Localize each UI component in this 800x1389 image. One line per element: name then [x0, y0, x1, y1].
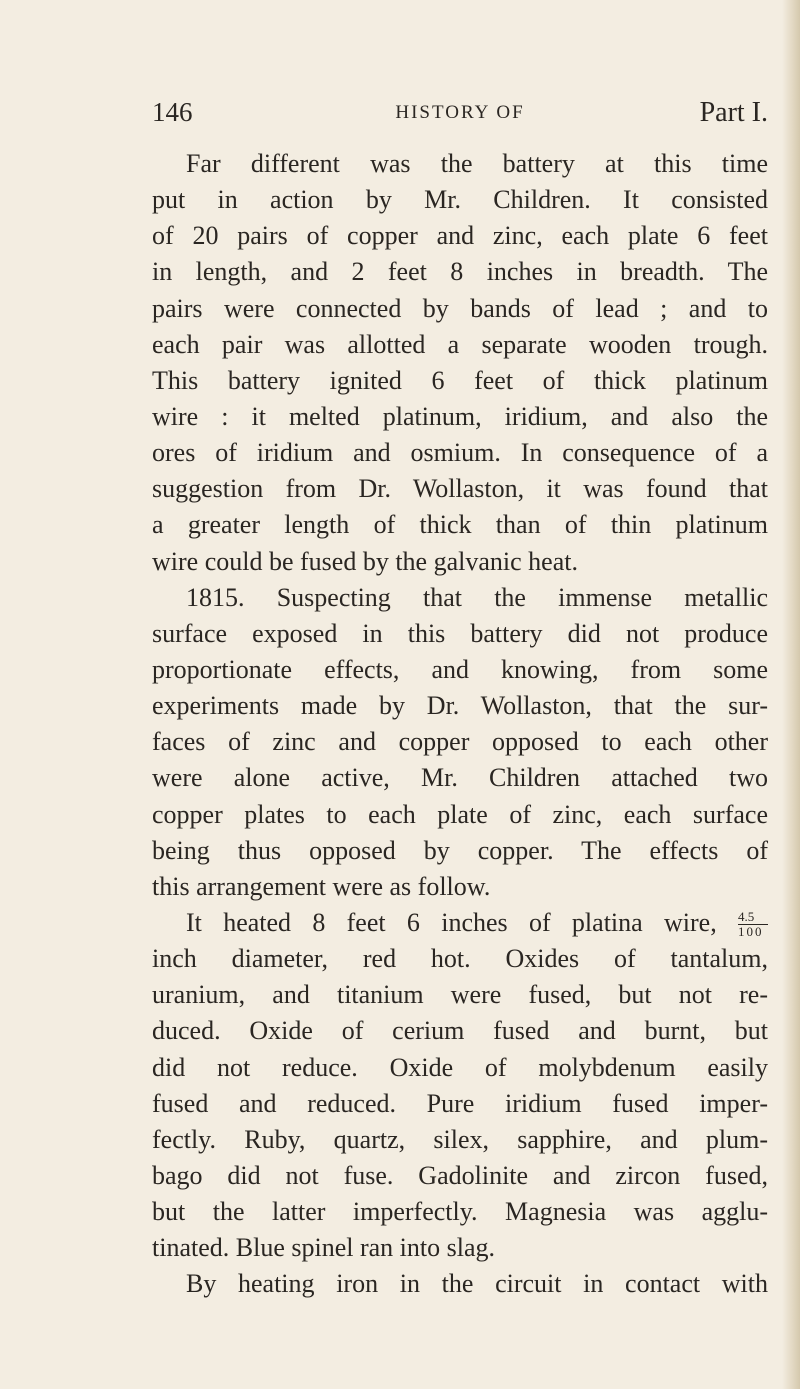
- page-edge-shadow: [782, 0, 800, 1389]
- text-line: This battery ignited 6 feet of thick platinum: [152, 365, 768, 395]
- text-line: wire : it melted platinum, iridium, and also the: [152, 401, 768, 431]
- text-line: Far different was the battery at this time: [186, 149, 768, 178]
- text-line: duced. Oxide of cerium fused and burnt, but: [152, 1016, 768, 1046]
- text-line: surface exposed in this battery did not produce: [152, 618, 768, 648]
- text-line: being thus opposed by copper. The effects of: [152, 835, 768, 865]
- text-line: 1815. Suspecting that the immense metallic: [186, 582, 768, 612]
- page-number: 146: [152, 97, 193, 127]
- text-line: inch diameter, red hot. Oxides of tantalum,: [152, 944, 768, 974]
- text-line-with-fraction: [152, 905, 768, 941]
- text-line: By heating iron in the circuit in contact with: [186, 1269, 768, 1299]
- text-line: wire could be fused by the galvanic heat.: [152, 546, 578, 576]
- text-line: experiments made by Dr. Wollaston, that the sur-: [152, 691, 768, 721]
- text-line: ores of iridium and osmium. In consequence of a: [152, 438, 768, 468]
- text-line: did not reduce. Oxide of molybdenum easily: [152, 1052, 768, 1082]
- part-label: Part I.: [699, 97, 768, 128]
- fraction-denominator: 100: [738, 924, 764, 940]
- text-line: in length, and 2 feet 8 inches in breadth. The: [152, 257, 768, 287]
- text-line: uranium, and titanium were fused, but not re-: [152, 980, 768, 1010]
- text-line: bago did not fuse. Gadolinite and zircon fused,: [152, 1160, 768, 1190]
- text-line: fused and reduced. Pure iridium fused imper-: [152, 1088, 768, 1118]
- fraction-numerator: 4.5: [738, 911, 768, 925]
- running-head: [152, 97, 768, 137]
- fraction: [738, 911, 768, 938]
- body-text: [152, 146, 768, 1303]
- text-segment: It heated 8 feet 6 inches of platina wire,: [186, 907, 717, 937]
- text-line: of 20 pairs of copper and zinc, each plate 6 feet: [152, 221, 768, 251]
- text-line: a greater length of thick than of thin platinum: [152, 510, 768, 540]
- text-line: pairs were connected by bands of lead ; and to: [152, 293, 768, 323]
- text-line: tinated. Blue spinel ran into slag.: [152, 1233, 495, 1263]
- text-line: this arrangement were as follow.: [152, 871, 491, 901]
- text-line: faces of zinc and copper opposed to each other: [152, 727, 768, 757]
- text-line: fectly. Ruby, quartz, silex, sapphire, and plum-: [152, 1124, 768, 1154]
- text-line: proportionate effects, and knowing, from some: [152, 654, 768, 684]
- text-line: each pair was allotted a separate wooden trough.: [152, 329, 768, 359]
- text-line: put in action by Mr. Children. It consisted: [152, 185, 768, 215]
- text-line: suggestion from Dr. Wollaston, it was found that: [152, 474, 768, 504]
- running-title: HISTORY OF: [395, 102, 525, 123]
- text-line: copper plates to each plate of zinc, each surface: [152, 799, 768, 829]
- text-line: were alone active, Mr. Children attached two: [152, 763, 768, 793]
- text-line: but the latter imperfectly. Magnesia was agglu-: [152, 1197, 768, 1227]
